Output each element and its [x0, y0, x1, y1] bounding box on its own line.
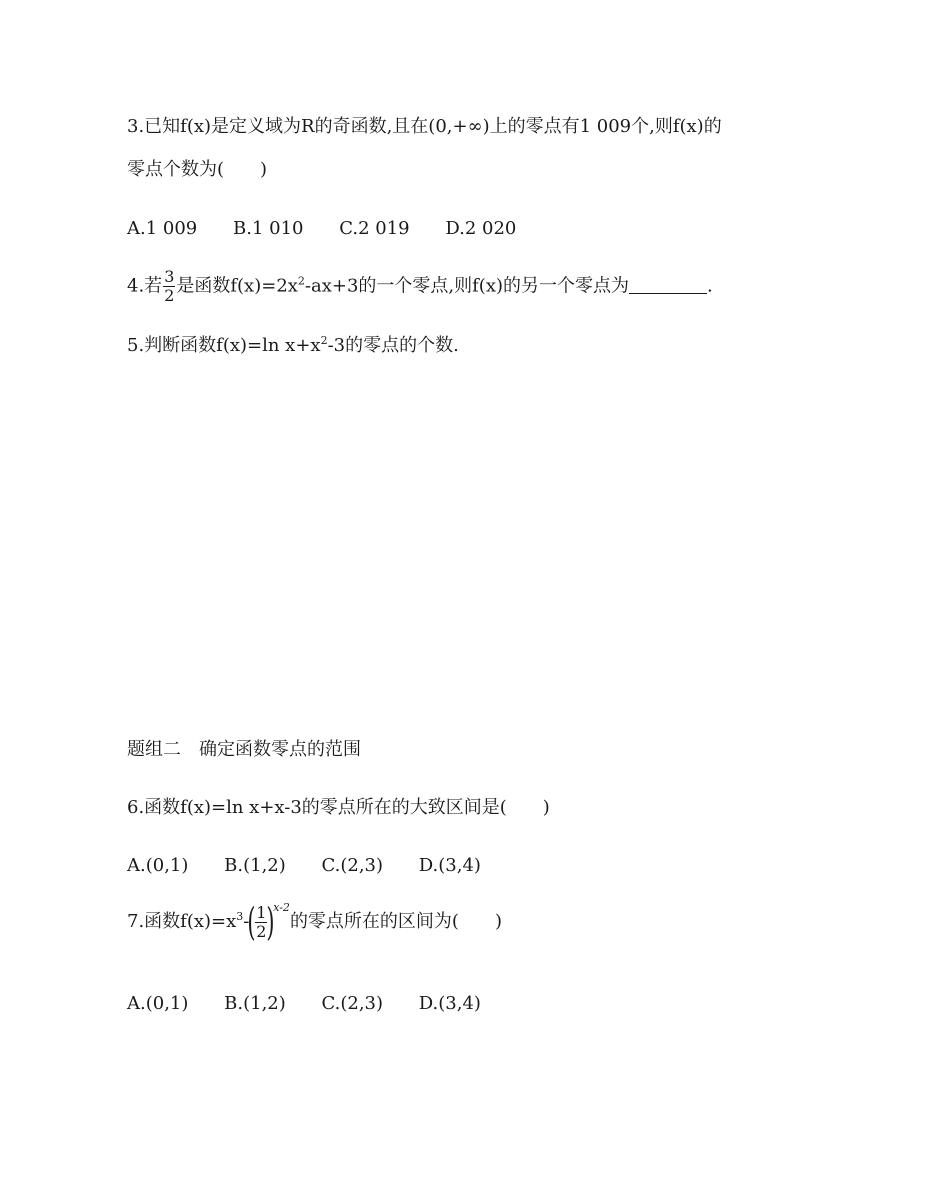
exponent: 3 [236, 910, 244, 923]
section-title: 题组二 确定函数零点的范围 [127, 739, 361, 760]
fraction-numerator: 1 [256, 902, 267, 922]
fraction-denominator: 2 [164, 286, 175, 305]
option-d: D.(3,4) [418, 855, 481, 876]
left-paren: ( [247, 900, 256, 944]
exponent: 2 [297, 274, 305, 288]
exponent: 2 [320, 334, 328, 347]
question-6: 6.函数f(x)=ln x+x-3的零点所在的大致区间是( ) [127, 797, 550, 818]
question-3-line-2: 零点个数为( ) [127, 159, 268, 180]
option-d: D.2 020 [445, 218, 517, 239]
question-7-options [127, 995, 511, 1013]
minus-sign: - [243, 911, 250, 932]
question-7 [127, 900, 502, 944]
option-a: A.(0,1) [127, 855, 189, 876]
question-3-options [127, 220, 546, 238]
question-5-prefix: 5.判断函数f(x)=ln x+x [127, 335, 321, 356]
question-4-prefix: 4.若 [127, 275, 163, 297]
fraction-numerator: 3 [164, 267, 175, 286]
question-7-suffix: 的零点所在的区间为( ) [289, 911, 502, 932]
option-b: B.1 010 [233, 218, 304, 239]
option-c: C.(2,3) [321, 855, 384, 876]
question-7-prefix: 7.函数f(x)=x [127, 911, 237, 932]
question-6-options [127, 857, 511, 875]
question-3-line-1: 3.已知f(x)是定义域为R的奇函数,且在(0,+∞)上的零点有1 009个,则f(x)的 [127, 116, 722, 137]
option-a: A.1 009 [127, 218, 198, 239]
question-4-text-a: 是函数f(x)=2x [176, 275, 298, 297]
option-c: C.(2,3) [321, 993, 384, 1014]
question-5 [127, 334, 459, 356]
option-a: A.(0,1) [127, 993, 189, 1014]
fraction-three-halves [163, 269, 175, 304]
fraction-denominator: 2 [256, 921, 267, 941]
question-4-text-b: -ax+3的一个零点,则f(x)的另一个零点为 [304, 275, 629, 297]
answer-blank[interactable] [629, 276, 707, 294]
power-exponent: x-2 [273, 901, 290, 914]
question-4-suffix: . [707, 275, 713, 297]
option-b: B.(1,2) [224, 993, 286, 1014]
question-5-suffix: -3的零点的个数. [327, 335, 459, 356]
question-4 [127, 269, 713, 304]
right-paren: ) [266, 900, 275, 944]
option-d: D.(3,4) [418, 993, 481, 1014]
option-b: B.(1,2) [224, 855, 286, 876]
option-c: C.2 019 [339, 218, 410, 239]
